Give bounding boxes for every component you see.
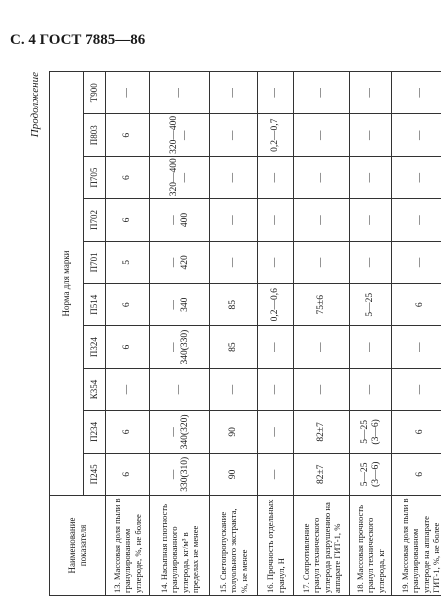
value-cell: 6 xyxy=(392,453,441,495)
table-row xyxy=(258,72,294,596)
grade-header: П803 xyxy=(84,114,106,156)
value-cell: — xyxy=(258,453,294,495)
grade-header: К354 xyxy=(84,368,106,410)
value-cell: 6 xyxy=(106,199,150,241)
value-cell: — xyxy=(350,156,392,198)
table-row xyxy=(150,72,210,596)
value-cell: 0,2—0,6 xyxy=(258,284,294,326)
value-cell: 90 xyxy=(210,411,258,453)
value-cell: — xyxy=(350,114,392,156)
value-cell: 82±7 xyxy=(294,411,350,453)
param-column-header: Наименование показателя xyxy=(50,496,106,596)
value-cell: — xyxy=(210,114,258,156)
value-cell: — xyxy=(150,368,210,410)
value-cell: 6 xyxy=(392,284,441,326)
value-cell: — xyxy=(392,199,441,241)
page-header: С. 4 ГОСТ 7885—86 xyxy=(10,32,146,48)
value-cell: — xyxy=(106,72,150,114)
grade-header: П245 xyxy=(84,453,106,495)
value-cell: — xyxy=(294,368,350,410)
param-cell: 13. Массовая доля пыли в гранулированном углероде, %, не более xyxy=(106,496,150,596)
value-cell: 5—25 xyxy=(350,284,392,326)
value-cell: — 330(310) xyxy=(150,453,210,495)
value-cell: 6 xyxy=(106,284,150,326)
norm-column-header: Норма для марки xyxy=(50,72,84,496)
value-cell: — xyxy=(258,156,294,198)
value-cell: 5—25 (3—6) xyxy=(350,411,392,453)
value-cell: — 340 xyxy=(150,284,210,326)
value-cell: — 340(320) xyxy=(150,411,210,453)
value-cell: 6 xyxy=(392,411,441,453)
value-cell: — xyxy=(210,241,258,283)
value-cell: 90 xyxy=(210,453,258,495)
grade-header: П514 xyxy=(84,284,106,326)
value-cell: — xyxy=(392,156,441,198)
value-cell: — xyxy=(392,72,441,114)
value-cell: 6 xyxy=(106,411,150,453)
value-cell: — xyxy=(258,199,294,241)
value-cell: — xyxy=(350,368,392,410)
grade-header: П701 xyxy=(84,241,106,283)
value-cell: — xyxy=(210,156,258,198)
value-cell: 6 xyxy=(106,326,150,368)
value-cell: — xyxy=(210,199,258,241)
grade-header: П234 xyxy=(84,411,106,453)
param-cell: 14. Насыпная плотность гранулированного углерода, кг/м³ в пределах не менее xyxy=(150,496,210,596)
value-cell: — xyxy=(258,241,294,283)
value-cell: — xyxy=(150,72,210,114)
value-cell: — xyxy=(350,326,392,368)
param-cell: 19. Массовая доля пыли в гранулированном углероде на аппарате ГИТ-1, %, не более xyxy=(392,496,441,596)
grade-header: П705 xyxy=(84,156,106,198)
rotated-table-page xyxy=(29,72,441,596)
table-row xyxy=(392,72,441,596)
value-cell: — xyxy=(258,326,294,368)
table-row xyxy=(350,72,392,596)
table-row xyxy=(294,72,350,596)
value-cell: — xyxy=(294,114,350,156)
value-cell: — xyxy=(210,368,258,410)
value-cell: 6 xyxy=(106,156,150,198)
value-cell: 5—25 (3—6) xyxy=(350,453,392,495)
value-cell: — xyxy=(258,411,294,453)
value-cell: 85 xyxy=(210,284,258,326)
param-cell: 15. Светопропускание толуольного экстракта, %, не менее xyxy=(210,496,258,596)
value-cell: — xyxy=(294,199,350,241)
value-cell: 5 xyxy=(106,241,150,283)
continuation-label: Продолжение xyxy=(29,72,41,138)
value-cell: 82±7 xyxy=(294,453,350,495)
value-cell: — xyxy=(210,72,258,114)
param-cell: 16. Прочность отдельных гранул, Н xyxy=(258,496,294,596)
value-cell: — xyxy=(350,72,392,114)
table-row xyxy=(210,72,258,596)
table-row xyxy=(106,72,150,596)
grade-header: П324 xyxy=(84,326,106,368)
value-cell: — xyxy=(392,114,441,156)
grade-header: Т900 xyxy=(84,72,106,114)
value-cell: — 420 xyxy=(150,241,210,283)
table-body xyxy=(106,72,441,596)
value-cell: — xyxy=(294,241,350,283)
value-cell: — 340(330) xyxy=(150,326,210,368)
value-cell: 0,2—0,7 xyxy=(258,114,294,156)
value-cell: 6 xyxy=(106,453,150,495)
value-cell: — xyxy=(294,326,350,368)
value-cell: 6 xyxy=(106,114,150,156)
value-cell: — xyxy=(350,241,392,283)
value-cell: — xyxy=(392,241,441,283)
specification-table xyxy=(49,71,441,596)
value-cell: 320—400 — xyxy=(150,114,210,156)
value-cell: 320—400 — xyxy=(150,156,210,198)
value-cell: — xyxy=(258,72,294,114)
param-cell: 17. Сопротивление гранул технического углерода разрушению на аппарате ГИТ-1, % xyxy=(294,496,350,596)
value-cell: — xyxy=(294,72,350,114)
value-cell: — xyxy=(294,156,350,198)
param-cell: 18. Массовая прочность гранул технического углерода, кг xyxy=(350,496,392,596)
value-cell: — xyxy=(350,199,392,241)
value-cell: — xyxy=(106,368,150,410)
value-cell: — xyxy=(258,368,294,410)
value-cell: — 400 xyxy=(150,199,210,241)
value-cell: — xyxy=(392,326,441,368)
value-cell: 75±6 xyxy=(294,284,350,326)
grade-header: П702 xyxy=(84,199,106,241)
value-cell: — xyxy=(392,368,441,410)
value-cell: 85 xyxy=(210,326,258,368)
